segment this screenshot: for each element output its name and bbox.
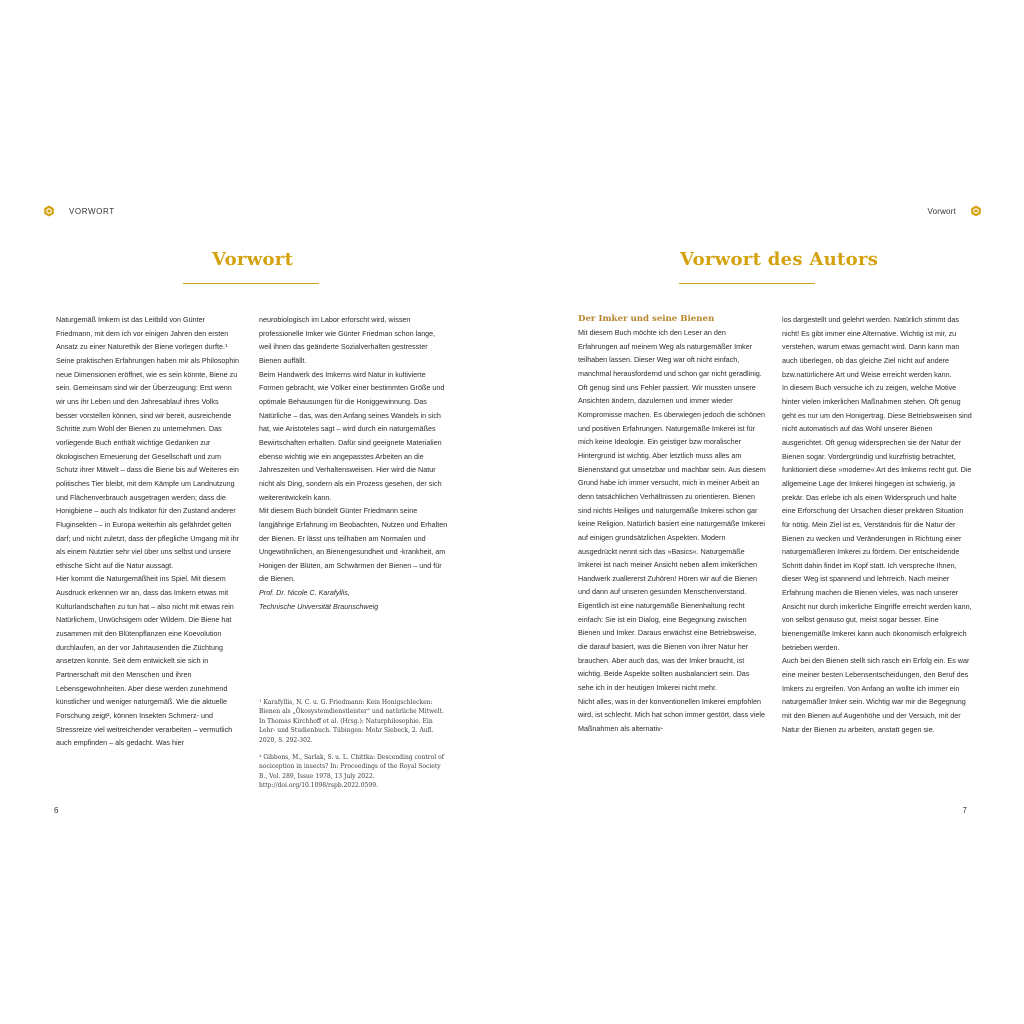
section-heading: Der Imker und seine Bienen [578,314,715,324]
paragraph: Mit diesem Buch möchte ich den Leser an den Erfahrungen auf meinem Weg als naturgemäßer Imker teilhaben lassen. Dieser Weg war oft nicht einfach, manchmal herausfordernd und schon gar nicht geradlinig. Oft genug sind uns Fehler passiert. Wir mussten unsere Ansichten ändern, dazulernen und immer wieder Kompromisse machen. Es überwiegen jedoch die schönen und positiven Erfahrungen. Naturgemäße Imkerei ist für mich keine Ideologie. Ein geistiger bzw moralischer Hintergrund ist wichtig. Aber letztlich muss alles am Bienenstand gut umsetzbar und machbar sein. Aus diesem Grund habe ich immer versucht, mich in meiner Arbeit an denn tatsächlichen Verhältnissen zu orientieren. Bienen sind nichts Heiliges und naturgemäße Imkerei schon gar keine Religion. Natürlich basiert eine naturgemäße Imkerei auf einigen grundsätzlichen Aspekten. Modern ausgedrückt nennt sich das »Basics«. Naturgemäße Imkerei ist nach meiner Ansicht neben allem imkerlichen Handwerk zuallererst Zuhören! Hören wir auf die Bienen und dann auf unseren gesunden Menschenverstand. [578,328,766,597]
paragraph: Nicht alles, was in der konventionellen Imkerei empfohlen wird, ist schlecht. Mich hat schon immer gestört, dass viele Maßnahmen als alternativ- [578,696,765,734]
page-title: Vorwort des Autors [680,249,879,270]
body-column-2 [259,313,449,613]
paragraph: Auch bei den Bienen stellt sich rasch ein Erfolg ein. Es war eine meiner besten Lebensentscheidungen, den Beruf des Imkers zu ergreifen. Von Anfang an wollte ich immer ein naturgemäßer Imker sein. Wichtig war mir die Begegnung mit den Bienen auf Augenhöhe und der Versuch, mit der Natur der Bienen zu arbeiten, anstatt gegen sie. [782,656,970,734]
hexagon-honeycomb-icon [970,205,982,217]
paragraph: In diesem Buch versuche ich zu zeigen, welche Motive hinter vielen imkerlichen Maßnahmen stehen. Oft genug geht es nur um den Honigertrag. Diese Betriebsweisen sind nicht automatisch auf das Wohl unserer Bienen ausgerichtet. Oft genug widersprechen sie der Natur der Bienen sogar. Vordergründig und kurzfristig betrachtet, funktioniert diese »moderne« Art des Imkerns recht gut. Die allgemeine Lage der Imkerei hingegen ist schwierig, ja prekär. Das erlebe ich als einen Widerspruch und halte eine Erforschung der Ursachen dieser prekären Situation für nötig. Mein Ziel ist es, Verständnis für die Natur der Bienen zu wecken und Veränderungen in Richtung einer naturgemäßeren Imkerei zu fördern. Der entscheidende Schritt dahin findet im Kopf statt. Ich verspreche Ihnen, dieser Weg ist spannend und lehrreich. Nach meiner Erfahrung machen die Bienen vieles, was nach unserer Ansicht nur durch imkerliche Eingriffe erreicht werden kann, von selbst genauso gut, meist sogar besser. Eine bienengemäße Imkerei kann auch ökonomisch erfolgreich betrieben werden. [782,383,972,652]
page-title: Vorwort [212,249,294,270]
signature-affiliation: Technische Universität Braunschweig [259,601,379,611]
signature-name: Prof. Dr. Nicole C. Karafyllis, [259,588,350,598]
paragraph: Hier kommt die Naturgemäßheit ins Spiel. Mit diesem Ausdruck erkennen wir an, dass das Imkern etwas mit Kulturlandschaften zu tun hat – also nicht mit etwas rein Natürlichem, Urwüchsigem oder Wildem. Die Biene hat zusammen mit den Blütenpflanzen eine Koevolution durchlaufen, an der vor Jahrtausenden die Züchtung ansetzen konnte. Seit dem entwickelt sie sich in Partnerschaft mit den Menschen und ihren Lebensgewohnheiten. Aber diese werden zunehmend künstlicher und weniger naturgemäß. Wie die aktuelle Forschung zeigt², können Insekten Schmerz- und Stressreize viel weitreichender verarbeiten – vermutlich auch empfinden – als gedacht. Was hier [56,574,234,748]
right-running-head [927,205,982,217]
body-column-1 [56,313,242,750]
paragraph: Naturgemäß Imkern ist das Leitbild von Günter Friedmann, mit dem ich vor einigen Jahren den ersten Ansatz zu einer Naturethik der Biene vorlegen durfte.¹ Seine praktischen Erfahrungen haben mir als Philosophin neue Dimensionen eröffnet, wie es sein könnte, Biene zu sein. Gemeinsam sind wir der Überzeugung: Erst wenn wir uns ihr Leben und den Jahresablauf ihres Volks besser vorstellen können, sind wir bereit, ausreichende Schritte zum Wohl der Bienen zu unternehmen. Das vorliegende Buch enthält wichtige Gedanken zur ökologischen Erneuerung der Gesellschaft und zum Schutz ihrer Mitwelt – dass die Biene bis auf Weiteres ein politisches Tier bleibt, mit dem Kämpfe um Landnutzung und Flächenverbrauch ausgetragen werden; dass die Honigbiene – auch als Indikator für den Zustand anderer Fluginsekten – in Europa weiterhin als gefährdet gelten darf; und nicht zuletzt, dass der pflegliche Umgang mit ihr als einem Nutztier sehr viel über uns selbst und unsere ethische Sicht auf die Natur aussagt. [56,315,239,570]
running-head-label: Vorwort [927,206,956,216]
footnote: ² Gibbons, M., Sarlak, S. u. L. Chittka: Descending control of nociception in insects? In: Proceedings of the Royal Society B., Vol. 289, Issue 1978, 13 July 2022. http://doi.org/10.1098/rspb.2022.0599. [259,754,444,790]
title-underline [183,283,319,284]
body-column-2 [782,313,972,736]
page-number: 7 [962,806,967,815]
paragraph: neurobiologisch im Labor erforscht wird, wissen professionelle Imker wie Günter Friedman schon lange, weil ihnen das geänderte Sozialverhalten gestresster Bienen auffällt. [259,315,436,365]
page-number: 6 [54,806,59,815]
paragraph: Beim Handwerk des Imkerns wird Natur in kultivierte Formen gebracht, wie Völker einer bestimmten Größe und optimale Behausungen für die Honiggewinnung. Das Natürliche – das, was den Anfang seines Wandels in sich hat, wie Aristoteles sagt – wird durch ein naturgemäßes Bewirtschaften erhalten. Dafür sind geeignete Materialien ebenso wichtig wie ein angepasstes Arbeiten an die Jahreszeiten und Verhaltensweisen. Hier wird die Natur nicht als Ding, sondern als ein Prozess gesehen, der sich weiterentwickeln kann. [259,369,445,502]
paragraph: Eigentlich ist eine naturgemäße Bienenhaltung recht einfach: Sie ist ein Dialog, eine Begegnung zwischen Bienen und Imker. Daraus erwächst eine Betriebsweise, die darauf basiert, was die Bienen von ihrer Natur her brauchen. Aber auch das, was der Imker braucht, ist wichtig. Beide Aspekte sollten ausbalanciert sein. Das sehe ich in der heutigen Imkerei nicht mehr. [578,601,757,693]
footnotes [259,698,449,799]
body-column-1 [578,313,766,736]
running-head-label: VORWORT [69,206,115,216]
hexagon-honeycomb-icon [43,205,55,217]
paragraph: Mit diesem Buch bündelt Günter Friedmann seine langjährige Erfahrung im Beobachten, Nutzen und Erhalten der Bienen. Er lässt uns teilhaben am Normalen und Ungewöhnlichen, an Bienengesundheit und -krankheit, am Honigen der Blüten, am Schwärmen der Bienen – und für die Bienen. [259,506,448,584]
left-running-head [43,205,115,217]
title-underline [679,283,815,284]
footnote: ¹ Karafyllis, N. C. u. G. Friedmann: Kein Honigschlecken: Bienen als „Ökosystemdienstleister“ und natürliche Mitwelt. In Thomas Kirchhoff et al. (Hrsg.): Naturphilosophie. Ein Lehr- und Studienbuch. Tübingen: Mohr Siebeck, 2. Aufl. 2020, S. 292-302. [259,699,444,744]
paragraph: los dargestellt und gelehrt werden. Natürlich stimmt das nicht! Es gibt immer eine Alternative. Wichtig ist mir, zu verstehen, warum etwas gemacht wird. Dann kann man auch überlegen, ob das gleiche Ziel nicht auf andere bzw.natürlichere Art und Weise erreicht werden kann. [782,315,960,379]
right-page [512,0,1024,1024]
